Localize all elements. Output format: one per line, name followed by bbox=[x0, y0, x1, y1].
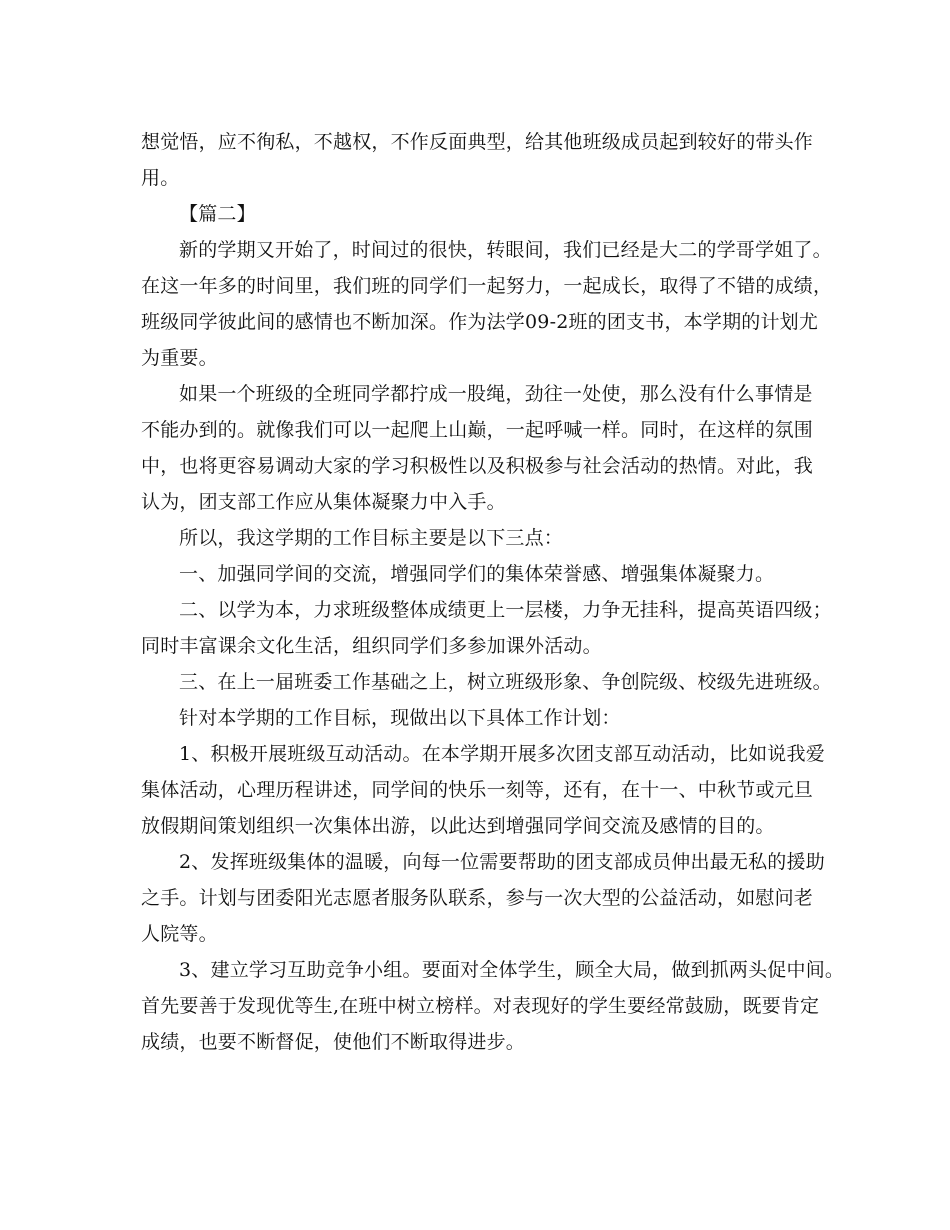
text-line: 针对本学期的工作目标，现做出以下具体工作计划： bbox=[179, 707, 621, 729]
text-line: 为重要。 bbox=[141, 347, 218, 369]
text-line: 二、以学为本，力求班级整体成绩更上一层楼，力争无挂科，提高英语四级； bbox=[179, 599, 832, 621]
text-line: 人院等。 bbox=[141, 923, 218, 945]
text-line: 3、建立学习互助竞争小组。要面对全体学生，顾全大局，做到抓两头促中间。 bbox=[179, 959, 845, 981]
document-page bbox=[141, 124, 845, 1060]
text-line: 2、发挥班级集体的温暖，向每一位需要帮助的团支部成员伸出最无私的援助 bbox=[179, 851, 825, 873]
text-line: 新的学期又开始了，时间过的很快，转眼间，我们已经是大二的学哥学姐了。 bbox=[179, 239, 832, 261]
text-line: 不能办到的。就像我们可以一起爬上山巅，一起呼喊一样。同时，在这样的氛围 bbox=[141, 419, 814, 441]
text-line: 所以，我这学期的工作目标主要是以下三点： bbox=[179, 527, 564, 549]
text-line: 一、加强同学间的交流，增强同学们的集体荣誉感、增强集体凝聚力。 bbox=[179, 563, 775, 585]
text-line: 放假期间策划组织一次集体出游，以此达到增强同学间交流及感情的目的。 bbox=[141, 815, 775, 837]
document-body bbox=[141, 124, 845, 1060]
text-line: 如果一个班级的全班同学都拧成一股绳，劲往一处使，那么没有什么事情是 bbox=[179, 383, 813, 405]
text-line: 三、在上一届班委工作基础之上，树立班级形象、争创院级、校级先进班级。 bbox=[179, 671, 832, 693]
text-line: 同时丰富课余文化生活，组织同学们多参加课外活动。 bbox=[141, 635, 602, 657]
text-line: 用。 bbox=[141, 167, 180, 189]
text-line: 1、积极开展班级互动活动。在本学期开展多次团支部互动活动，比如说我爱 bbox=[179, 743, 825, 765]
text-line: 认为，团支部工作应从集体凝聚力中入手。 bbox=[141, 491, 506, 513]
text-line: 首先要善于发现优等生,在班中树立榜样。对表现好的学生要经常鼓励，既要肯定 bbox=[141, 995, 820, 1017]
text-line: 想觉悟，应不徇私，不越权，不作反面典型，给其他班级成员起到较好的带头作 bbox=[141, 131, 814, 153]
text-line: 集体活动，心理历程讲述，同学间的快乐一刻等，还有，在十一、中秋节或元旦 bbox=[141, 779, 814, 801]
text-line: 之手。计划与团委阳光志愿者服务队联系，参与一次大型的公益活动，如慰问老 bbox=[141, 887, 814, 909]
text-line: 班级同学彼此间的感情也不断加深。作为法学09-2班的团支书，本学期的计划尤 bbox=[141, 311, 819, 333]
text-line: 中，也将更容易调动大家的学习积极性以及积极参与社会活动的热情。对此，我 bbox=[141, 455, 814, 477]
text-line: 【篇二】 bbox=[179, 203, 256, 225]
text-line: 成绩，也要不断督促，使他们不断取得进步。 bbox=[141, 1031, 526, 1053]
text-line: 在这一年多的时间里，我们班的同学们一起努力，一起成长，取得了不错的成绩， bbox=[141, 275, 833, 297]
